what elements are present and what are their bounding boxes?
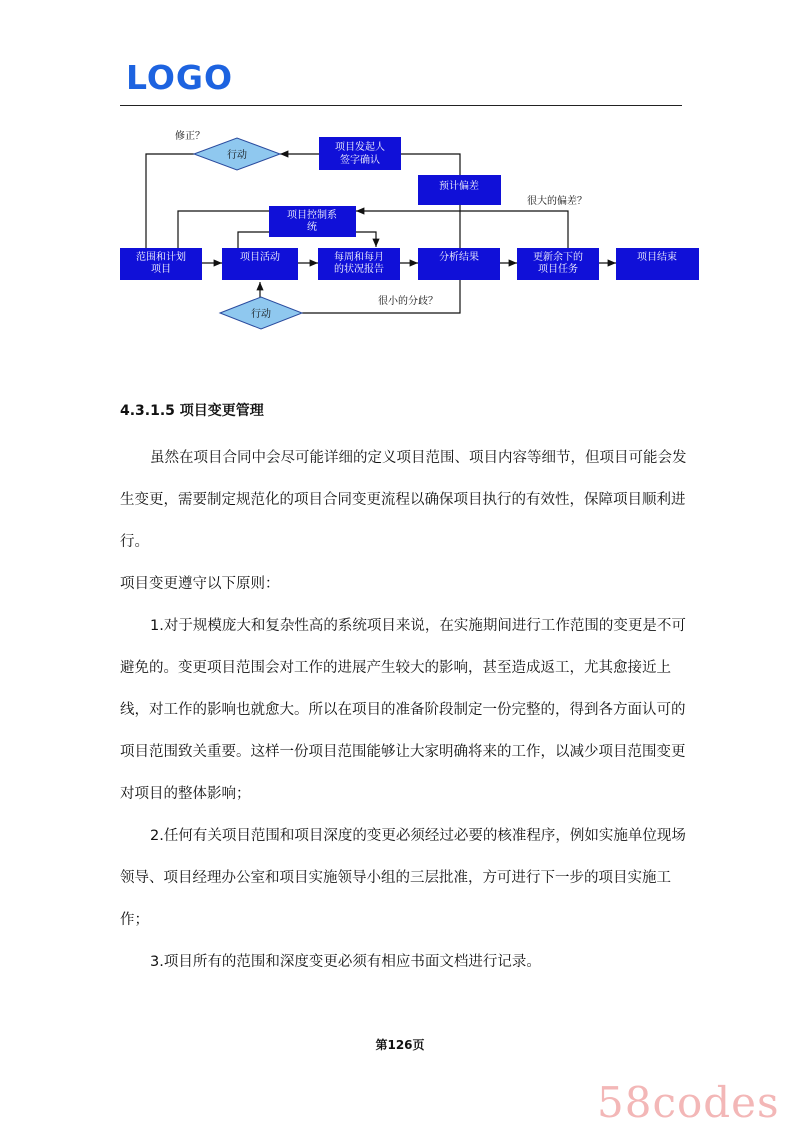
svg-text:项目发起人: 项目发起人 [335, 142, 385, 153]
intro-paragraph: 虽然在项目合同中会尽可能详细的定义项目范围、项目内容等细节，但项目可能会发生变更，需要制定规范化的项目合同变更流程以确保项目执行的有效性，保障项目顺利进行。 [120, 450, 687, 550]
svg-text:签字确认: 签字确认 [340, 155, 380, 166]
svg-text:项目结束: 项目结束 [637, 252, 677, 263]
svg-text:项目任务: 项目任务 [538, 264, 578, 275]
section-heading: 4.3.1.5 项目变更管理 [120, 403, 264, 419]
box-scope-plan [120, 248, 202, 280]
svg-text:更新余下的: 更新余下的 [533, 252, 583, 263]
principle-2: 2.任何有关项目范围和项目深度的变更必须经过必要的核准程序，例如实施单位现场领导、项目经理办公室和项目实施领导小组的三层批准，方可进行下一步的项目实施工作； [120, 828, 686, 928]
box-analysis [418, 248, 500, 280]
principle-3: 3.项目所有的范围和深度变更必须有相应书面文档进行记录。 [150, 954, 541, 970]
decision-diamond-top [194, 138, 280, 170]
svg-text:统: 统 [307, 222, 317, 233]
svg-text:项目活动: 项目活动 [240, 252, 280, 263]
svg-text:项目控制系: 项目控制系 [287, 210, 337, 221]
diamond-top-label: 行动 [227, 150, 247, 161]
svg-text:项目: 项目 [151, 264, 171, 275]
svg-text:预计偏差: 预计偏差 [439, 181, 479, 192]
box-update-tasks [517, 248, 599, 280]
principle-1: 1.对于规模庞大和复杂性高的系统项目来说，在实施期间进行工作范围的变更是不可避免的。变更项目范围会对工作的进展产生较大的影响，甚至造成返工，尤其愈接近上线，对工作的影响也就愈大。所以在项目的准备阶段制定一份完整的，得到各方面认可的项目范围致关重要。这样一份项目范围能够让大家明确将来的工作，以减少项目范围变更对项目的整体影响； [120, 618, 686, 802]
box-control-system [269, 206, 356, 237]
svg-text:的状况报告: 的状况报告 [334, 264, 384, 275]
principles-title: 项目变更遵守以下原则： [120, 576, 280, 592]
label-small-divergence: 很小的分歧？ [378, 296, 438, 307]
project-control-flowchart [0, 0, 800, 340]
label-correct: 修正？ [175, 131, 205, 142]
flow-connectors [146, 154, 616, 313]
box-deviation [418, 175, 501, 205]
svg-text:分析结果: 分析结果 [439, 252, 479, 263]
box-status-report [318, 248, 400, 280]
decision-diamond-bottom [220, 297, 302, 329]
logo: LOGO [126, 58, 234, 97]
box-project-end [616, 248, 699, 280]
label-big-deviation: 很大的偏差？ [527, 196, 587, 207]
box-activity [222, 248, 298, 280]
box-initiator [319, 137, 401, 170]
diamond-bottom-label: 行动 [251, 309, 271, 320]
watermark: 58codes [597, 1078, 780, 1127]
svg-text:范围和计划: 范围和计划 [136, 252, 186, 263]
svg-text:每周和每月: 每周和每月 [334, 252, 384, 263]
page-number: 第126页 [375, 1038, 425, 1052]
